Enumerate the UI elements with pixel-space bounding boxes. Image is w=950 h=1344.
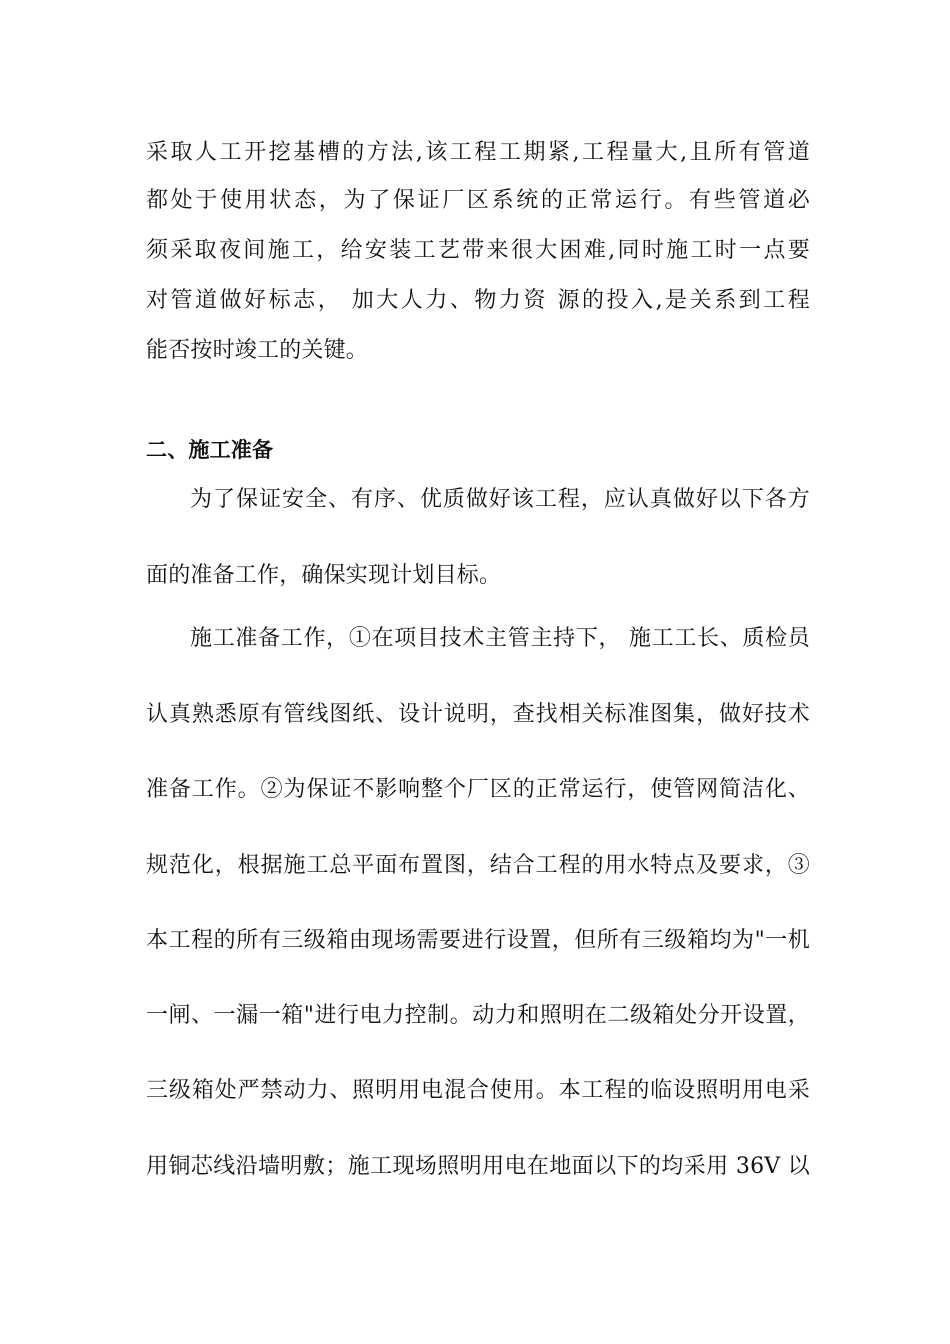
paragraph-line: 对管道做好标志， 加大人力、物力资 源的投入,是关系到工程 <box>146 288 810 313</box>
paragraph-line: 采取人工开挖基槽的方法,该工程工期紧,工程量大,且所有管道 <box>146 140 810 165</box>
paragraph-line: 施工准备工作，①在项目技术主管主持下， 施工工长、质检员 <box>190 626 810 651</box>
paragraph-line: 三级箱处严禁动力、照明用电混合使用。本工程的临设照明用电采 <box>146 1078 810 1103</box>
paragraph-line: 都处于使用状态，为了保证厂区系统的正常运行。有些管道必 <box>146 188 810 213</box>
paragraph-line: 规范化，根据施工总平面布置图，结合工程的用水特点及要求，③ <box>146 853 810 878</box>
paragraph-line: 用铜芯线沿墙明敷；施工现场照明用电在地面以下的均采用 36V 以 <box>146 1154 810 1179</box>
section-heading: 二、施工准备 <box>146 438 274 462</box>
paragraph-line: 面的准备工作，确保实现计划目标。 <box>146 563 502 588</box>
paragraph-line: 能否按时竣工的关键。 <box>146 338 369 363</box>
paragraph-line: 认真熟悉原有管线图纸、设计说明，查找相关标准图集，做好技术 <box>146 702 810 727</box>
paragraph-line: 准备工作。②为保证不影响整个厂区的正常运行，使管网简洁化、 <box>146 777 810 802</box>
paragraph-line: 一闸、一漏一箱"进行电力控制。动力和照明在二级箱处分开设置， <box>146 1003 810 1028</box>
paragraph-line: 须采取夜间施工，给安装工艺带来很大困难,同时施工时一点要 <box>146 238 810 263</box>
paragraph-line: 为了保证安全、有序、优质做好该工程，应认真做好以下各方 <box>190 487 810 512</box>
paragraph-line: 本工程的所有三级箱由现场需要进行设置，但所有三级箱均为"一机 <box>146 928 810 953</box>
